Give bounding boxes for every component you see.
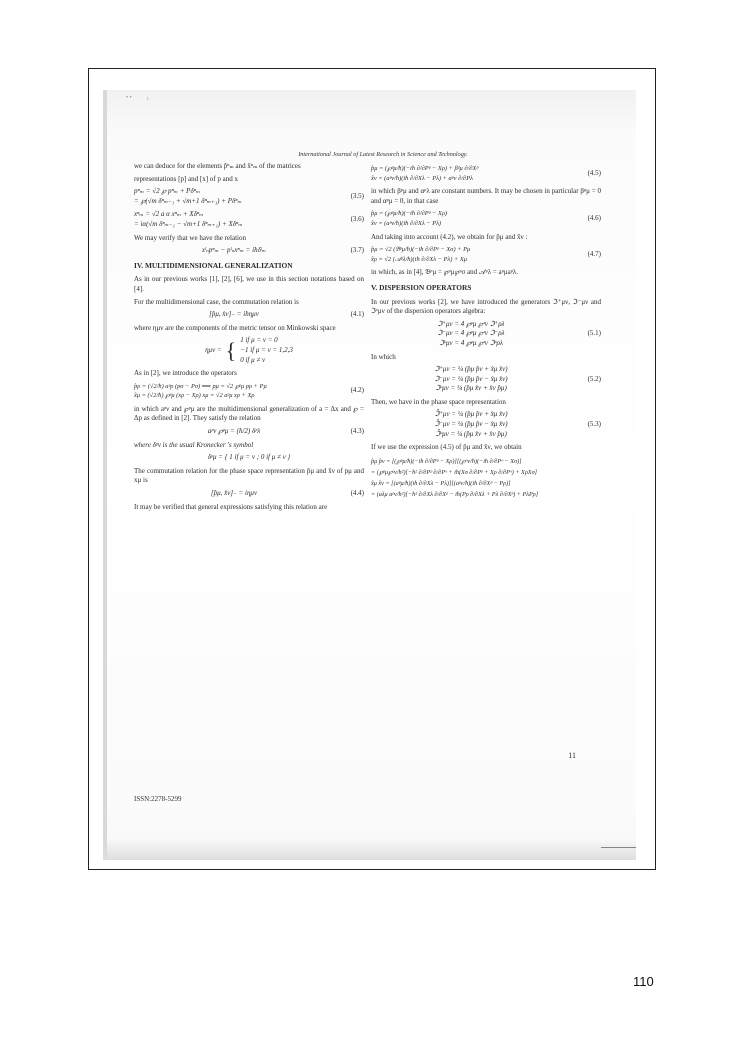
equation-3-6 [134, 210, 364, 229]
equation-5-2 [371, 365, 601, 394]
equation-number: (3.5) [350, 191, 364, 200]
paragraph: As in [2], we introduce the operators [134, 369, 237, 378]
equation-4-2 [134, 382, 364, 401]
equation-line: ℑ⁺μν = ¼ (p̂μ p̂ν + x̂μ x̂ν) [434, 365, 508, 374]
equation-line: ℑᵒμν = 4 ℘ᵖμ ℘ᶻν ℑᵒρλ [439, 338, 503, 347]
page-number: 110 [633, 974, 654, 989]
paragraph: The commutation relation for the phase space representation p̂μ and x̂ν of pμ and xμ is [134, 466, 364, 485]
corner-mark: ı [147, 96, 149, 102]
equation-line: ℑ̂⁺μν = ¼ (p̂μ p̂ν + x̂μ x̂ν) [434, 410, 508, 419]
equation-4-5 [371, 164, 601, 183]
equation-line: = ℘(√m δⁿₘ₋₁ + √m+1 δⁿₘ₊₁) + Pδⁿₘ [134, 196, 242, 205]
equation-line: x̂ρ = √2 (𝒜ᵖλ/ħ)(iħ ∂/∂Xλ − Pλ) + Xμ [371, 255, 467, 263]
journal-header: International Journal of Latest Research in Science and Technology. [298, 151, 468, 158]
equation-line: 1 if μ = ν = 0 [240, 336, 278, 345]
equation-line: xⁿₘ = √2 a α xⁿₘ + Xδⁿₘ [134, 210, 204, 219]
paragraph: For the multidimensional case, the commutation relation is [134, 297, 299, 306]
equation-line: ℑ̂ᵒμν = ¼ (p̂μ x̂ν + x̂ν p̂μ) [435, 429, 507, 438]
equation-line: x̂ν = (aᵖν/ħ)(iħ ∂/∂Xλ − Pλ) + αᵖν ∂/∂Pλ [371, 174, 473, 182]
final-equations [371, 456, 601, 500]
paragraph: If we use the expression (4.5) of p̂μ and x̂ν, we obtain [371, 443, 522, 452]
equation-line: p̂μ = √2 (𝔅ᵖμ/ħ)(−iħ ∂/∂Pᵖ − Xσ) + Pμ [371, 246, 471, 254]
equation-line: xˡₙpⁿₘ − pˡₙxⁿₘ = iħδˡₘ [201, 246, 267, 255]
equation-line: x̂μ = (√2/ħ) ℘ᵖμ (xρ − Xρ) xμ = √2 aᵖμ xρ + Xρ [134, 392, 255, 400]
equation-line: ημν = [205, 345, 222, 354]
equation-line: ℑ⁻μν = 4 ℘ᵖμ ℘ᶻν ℑ⁻ρλ [437, 329, 505, 338]
equation-number: (4.1) [350, 310, 364, 319]
paragraph: And taking into account (4.2), we obtain for p̂μ and x̂ν : [371, 232, 528, 241]
equation-line: aᵖν ℘ᵖμ = (ħ/2) δᵖλ [207, 427, 261, 436]
equation-number: (5.1) [587, 329, 601, 338]
equation-number: (5.2) [587, 374, 601, 383]
equation-line: ℑ⁻μν = ¼ (p̂μ p̂ν − x̂μ x̂ν) [434, 374, 508, 383]
equation-kronecker [134, 453, 364, 463]
right-column [371, 162, 601, 500]
equation-line: p̂μ p̂ν = [(℘ᵖμ/ħ)(−iħ ∂/∂Pᵖ − Xρ)][(℘ᵒν/ħ)(−iħ ∂/∂Pᵒ − Xσ)] [371, 457, 522, 465]
paragraph: in which, as in [4], 𝔅ᵖμ = ℘ᵖμ℘ᵖσ and 𝒜ᵖλ = aᵖμaᵖλ. [371, 268, 519, 277]
equation-3-7 [134, 246, 364, 256]
paragraph: It may be verified that general expressions satisfying this relation are [134, 502, 328, 511]
equation-number: (4.7) [587, 249, 601, 258]
left-column [134, 162, 364, 515]
equation-number: (4.2) [350, 386, 364, 395]
equation-number: (3.6) [350, 215, 364, 224]
equation-4-6 [371, 209, 601, 228]
equation-line: x̂μ x̂ν = [(aᵖμ/ħ)(iħ ∂/∂Xλ − Pλ)][(aᵖν/ħ)(iħ ∂/∂Xᵖ − Pρ)] [371, 479, 511, 487]
equation-4-3 [134, 427, 364, 437]
equation-4-7 [371, 245, 601, 264]
equation-3-5 [134, 187, 364, 206]
equation-line: ℑ̂⁻μν = ¼ (p̂μ p̂ν − x̂μ x̂ν) [434, 420, 508, 429]
equation-line: p̂μ = (℘ᵖμ/ħ)(−iħ ∂/∂Pᵖ − Xρ) [371, 210, 448, 218]
paragraph: where ημν are the components of the metric tensor on Minkowski space [134, 323, 336, 332]
equation-5-1 [371, 320, 601, 349]
equation-number: (4.3) [350, 427, 364, 436]
equation-4-1 [134, 310, 364, 320]
equation-line: δᵖμ = { 1 if μ = ν ; 0 if μ ≠ ν } [207, 453, 291, 462]
paragraph: where δᵖν is the usual Kronecker 's symbol [134, 440, 254, 449]
equation-line: = (aλμ aᵖν/ħ²)[−ħ² ∂/∂Xλ ∂/∂Xᵖ − iħ(Pρ ∂/∂Xλ + Pλ ∂/∂Xᵖ) + PλPρ] [371, 490, 539, 498]
equation-number: (4.6) [587, 214, 601, 223]
equation-line: x̂ν = (aᵖν/ħ)(iħ ∂/∂Xλ − Pλ) [371, 219, 442, 227]
equation-number: (4.5) [587, 168, 601, 177]
equation-number: (5.3) [587, 420, 601, 429]
equation-line: p̂ρ = (√2/ħ) aᵖρ (pσ − Pσ) ⟺ pμ = √2 ℘ᵖμ pρ + Pμ [134, 382, 267, 390]
corner-mark: • • [126, 95, 132, 101]
scan-bottom-shade [103, 838, 636, 860]
equation-line: = iα(√m δⁿₘ₋₁ − √m+1 δⁿₘ₊₁) + Xδⁿₘ [134, 219, 243, 228]
paragraph: representations [p] and [x] of p and x [134, 174, 238, 183]
equation-4-4 [134, 489, 364, 499]
paragraph: As in our previous works [1], [2], [6], we use in this section notations based on [4]. [134, 275, 364, 293]
equation-line: = (℘ᵖμ℘ᵒν/ħ²)[−ħ² ∂/∂Pᵖ ∂/∂Pᵒ + iħ(Xσ ∂/∂Pᵖ + Xρ ∂/∂Pᵒ) + XρXσ] [371, 468, 538, 476]
equation-line: ℑ⁺μν = 4 ℘ᵖμ ℘ᶻν ℑ⁺ρλ [437, 319, 505, 328]
paragraph: we can deduce for the elements p̂ⁿₘ and x̂ⁿₘ of the matrices [134, 162, 301, 170]
equation-line: pⁿₘ = √2 ℘ pⁿₘ + Pδⁿₘ [134, 187, 201, 196]
equation-line: ℑᵒμν = ¼ (p̂μ x̂ν + x̂ν p̂μ) [435, 384, 507, 393]
equation-line: [p̂μ, x̂ν]₋ = iημν [210, 489, 258, 498]
equation-line: 0 if μ ≠ ν [240, 355, 266, 364]
equation-metric: ημν = { 1 if μ = ν = 0 −1 if μ = ν = 1,2,3 0 if μ ≠ ν [205, 336, 293, 364]
paragraph: in which βᵖμ and αᵖλ are constant numbers. It may be chosen in particular βᵖμ = 0 and αᵖμ = 0, in that case [371, 187, 601, 205]
section-heading: V. DISPERSION OPERATORS [371, 282, 472, 292]
journal-page-number: 11 [568, 751, 576, 760]
equation-number: (3.7) [350, 246, 364, 255]
paragraph: In our previous works [2], we have introduced the generators ℑ⁺μν, ℑ⁻μν and ℑᵒμν of the dispersion operators algebra: [371, 297, 601, 316]
scanned-journal-page [103, 90, 636, 860]
scan-edge-shadow [103, 90, 107, 860]
equation-5-3 [371, 410, 601, 439]
issn-footer: ISSN:2278-5299 [134, 795, 182, 803]
paragraph: We may verify that we have the relation [134, 233, 246, 242]
paragraph: in which aᵖν and ℘ᵖμ are the multidimensional generalization of a = Δx and ℘ = Δp as defined in [2]. They satisfy the relation [134, 404, 364, 423]
section-heading: IV. MULTIDIMENSIONAL GENERALIZATION [134, 260, 293, 270]
equation-line: −1 if μ = ν = 1,2,3 [240, 345, 293, 354]
paragraph: In which [371, 352, 396, 361]
equation-line: p̂μ = (℘ᵖμ/ħ)(−iħ ∂/∂Pᵖ − Xρ) + βᵖμ ∂/∂Xᵖ [371, 165, 479, 172]
paragraph: Then, we have in the phase space representation [371, 397, 506, 406]
equation-line: [p̂μ, x̂ν]₋ = iħημν [209, 310, 259, 319]
equation-number: (4.4) [350, 489, 364, 498]
